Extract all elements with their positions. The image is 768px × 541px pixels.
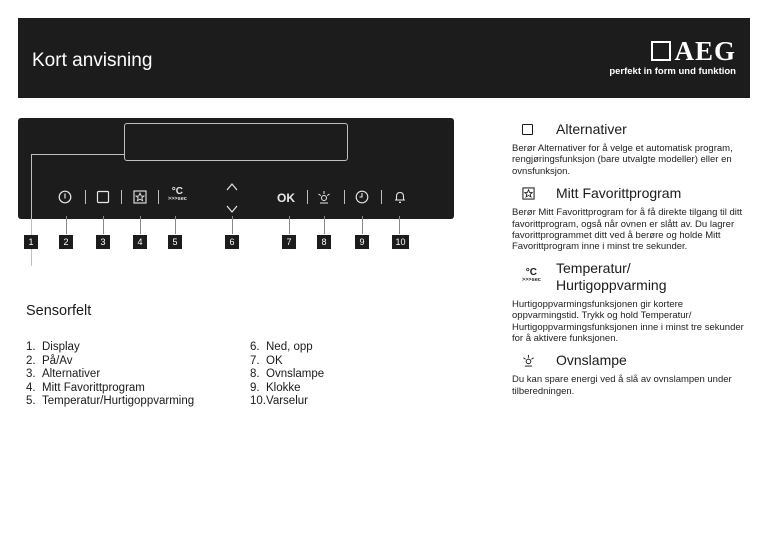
callout-number: 7	[282, 235, 296, 249]
favourite-icon[interactable]	[133, 190, 147, 206]
lamp-icon[interactable]	[317, 190, 331, 206]
temperature-icon: °C >>>sec	[522, 267, 541, 284]
callout-line	[399, 216, 400, 234]
section-title: Alternativer	[556, 120, 627, 137]
clock-icon[interactable]	[355, 190, 369, 206]
list-item: 7. OK	[250, 354, 283, 367]
ok-button[interactable]: OK	[277, 191, 295, 205]
callout-line	[175, 216, 176, 234]
page-title: Kort anvisning	[32, 50, 153, 71]
callout-number: 6	[225, 235, 239, 249]
callout-number: 5	[168, 235, 182, 249]
sensor-list-right	[250, 341, 324, 409]
list-item: 6. Ned, opp	[250, 341, 313, 353]
section-temperatur-body: Hurtigoppvarmingsfunksjonen gir kortere oppvarmingstid. Trykk og hold Temperatur/ Hurtigoppvarmingsfunksjonen inne i minst tre sekunder for å aktivere funksjonen.	[512, 298, 744, 345]
section-title: Mitt Favorittprogram	[556, 184, 682, 201]
callout-number: 10	[392, 235, 409, 249]
section-favoritt-body: Berør Mitt Favorittprogram for å få direkte tilgang til ditt favorittprogram, også når ovnen er slått av. Du lagrer favorittprogrammet ditt ved å berøre og holde Mitt Favorittprogram inne i minst tre sekunder.	[512, 207, 743, 253]
callout-line	[140, 216, 141, 234]
callout-number: 9	[355, 235, 369, 249]
callout-number: 1	[24, 235, 38, 249]
section-alternativer-body: Berør Alternativer for å velge et automatisk program, rengjøringsfunksjon (bare utvalgte modeller) eller en ovnsfunksjon.	[512, 143, 733, 177]
down-icon[interactable]	[225, 202, 239, 216]
section-temperatur-heading	[512, 260, 752, 294]
temp-symbol: °C	[171, 186, 184, 197]
power-icon[interactable]	[58, 190, 72, 206]
callout-number: 8	[317, 235, 331, 249]
list-item: 8. Ovnslampe	[250, 368, 325, 380]
callout-number: 2	[59, 235, 73, 249]
list-item: 5. Temperatur/Hurtigoppvarming	[26, 395, 195, 407]
section-ovnslampe-heading	[512, 351, 752, 369]
list-item: 10.Varselur	[250, 395, 308, 407]
description-column	[512, 120, 752, 397]
aeg-logo	[609, 38, 736, 77]
callout-number: 4	[133, 235, 147, 249]
display-leader-line	[31, 154, 125, 155]
options-icon[interactable]	[96, 190, 110, 206]
list-item: 4. Mitt Favorittprogram	[26, 381, 145, 394]
aeg-mark-icon	[651, 41, 671, 61]
section-alternativer-heading	[512, 120, 752, 138]
separator	[381, 190, 382, 204]
section-favoritt-heading	[512, 184, 752, 202]
bell-icon[interactable]	[393, 190, 407, 206]
callout-line	[324, 216, 325, 234]
separator	[344, 190, 345, 204]
list-item: 1. Display	[26, 341, 80, 353]
lamp-icon	[522, 354, 535, 367]
separator	[158, 190, 159, 204]
section-title: Temperatur/ Hurtigoppvarming	[556, 259, 667, 293]
panel-display	[124, 123, 348, 161]
display-leader-line-vertical	[31, 154, 32, 266]
temperature-icon[interactable]	[168, 188, 187, 203]
section-ovnslampe-body: Du kan spare energi ved å slå av ovnslampen under tilberedningen.	[512, 374, 732, 397]
brand-tagline: perfekt in form und funktion	[609, 66, 736, 77]
header-banner	[18, 18, 750, 98]
callout-number: 3	[96, 235, 110, 249]
favourite-icon	[522, 187, 535, 200]
sensor-list-left	[26, 341, 194, 409]
options-icon	[522, 124, 533, 135]
list-item: 3. Alternativer	[26, 368, 101, 380]
list-item: 9. Klokke	[250, 381, 301, 394]
separator	[121, 190, 122, 204]
list-item: 2. På/Av	[26, 354, 73, 367]
temp-sub: >>>sec	[168, 196, 187, 202]
up-icon[interactable]	[225, 180, 239, 194]
separator	[307, 190, 308, 204]
callout-line	[362, 216, 363, 234]
callout-line	[232, 216, 233, 234]
section-title: Ovnslampe	[556, 351, 627, 368]
callout-line	[66, 216, 67, 234]
brand-name: AEG	[674, 36, 736, 66]
sensor-title: Sensorfelt	[26, 303, 92, 319]
callout-line	[103, 216, 104, 234]
control-panel	[18, 118, 454, 219]
separator	[85, 190, 86, 204]
callout-line	[289, 216, 290, 234]
